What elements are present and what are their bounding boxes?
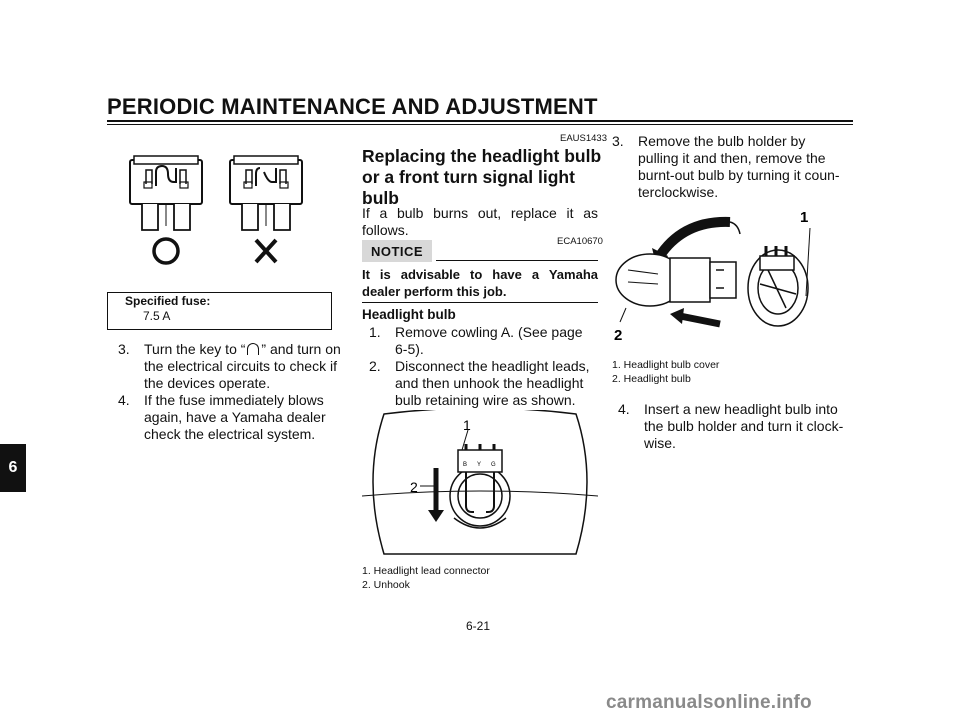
step-number: 3. bbox=[118, 341, 130, 357]
header-rule-thin bbox=[107, 124, 853, 125]
bulb-removal-figure bbox=[610, 200, 846, 350]
good-fuse-icon bbox=[130, 156, 202, 263]
step-3-line-1: Turn the key to “ ” and turn on bbox=[144, 341, 341, 357]
page-number: 6-21 bbox=[466, 619, 491, 633]
right-figure-caption: 1. Headlight bulb cover 2. Headlight bulb bbox=[612, 359, 720, 385]
svg-text:B: B bbox=[463, 462, 468, 468]
section-title: Replacing the headlight bulb or a front turn signal light bulb bbox=[362, 146, 602, 208]
svg-text:Y: Y bbox=[477, 462, 482, 468]
notice-code: ECA10670 bbox=[557, 236, 603, 247]
chapter-tab[interactable]: 6 bbox=[0, 444, 26, 492]
figure-label-1: 1 bbox=[800, 209, 809, 226]
fuse-illustration bbox=[120, 152, 320, 277]
figure-label-2: 2 bbox=[614, 327, 623, 344]
notice-text: It is advisable to have a Yamaha dealer perform this job. bbox=[362, 267, 598, 299]
blown-fuse-icon bbox=[230, 156, 302, 262]
figure-label-2: 2 bbox=[410, 479, 418, 495]
middle-figure-caption: 1. Headlight lead connector 2. Unhook bbox=[362, 565, 490, 591]
key-on-icon bbox=[247, 343, 259, 355]
header-rule bbox=[107, 120, 853, 122]
notice-badge: NOTICE bbox=[362, 240, 432, 262]
specified-fuse-value: 7.5 A bbox=[143, 309, 171, 323]
page-header-title: PERIODIC MAINTENANCE AND ADJUSTMENT bbox=[107, 94, 598, 119]
svg-text:G: G bbox=[491, 462, 496, 468]
notice-rule bbox=[436, 260, 598, 261]
specified-fuse-label: Specified fuse: bbox=[125, 294, 211, 308]
watermark: carmanualsonline.info bbox=[606, 692, 812, 713]
section-code: EAUS1433 bbox=[560, 133, 608, 144]
notice-rule-bottom bbox=[362, 302, 598, 303]
figure-label-1: 1 bbox=[463, 417, 471, 433]
headlight-connector-figure bbox=[362, 410, 598, 558]
intro-paragraph: If a bulb burns out, replace it as follows. bbox=[362, 205, 598, 238]
subheading-headlight-bulb: Headlight bulb bbox=[362, 307, 456, 322]
